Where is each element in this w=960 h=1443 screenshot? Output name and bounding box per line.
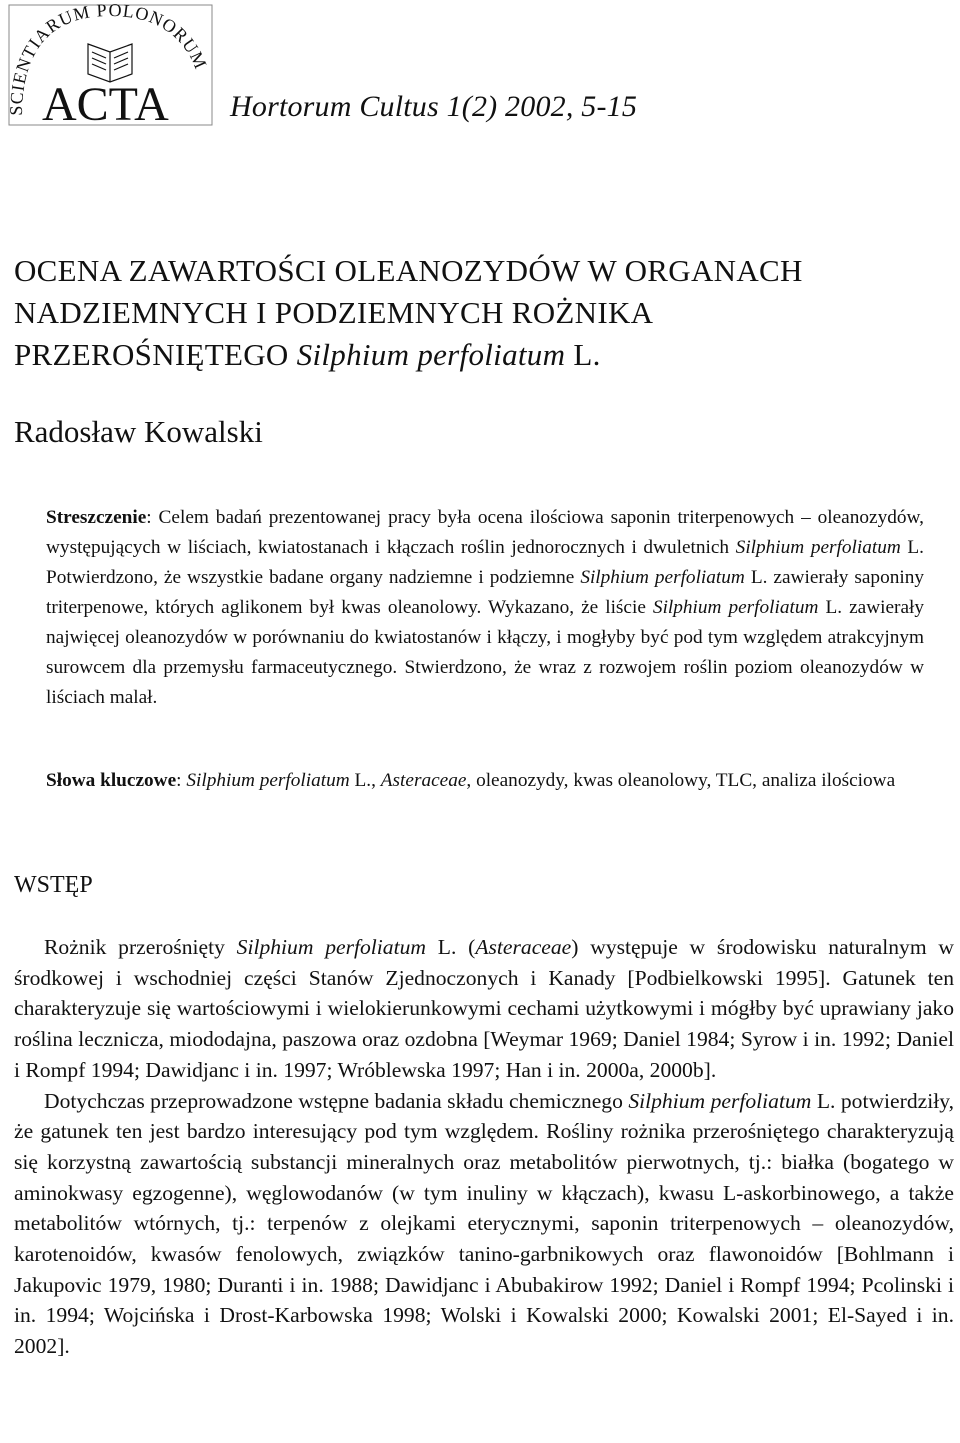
title-line-3-text: PRZEROŚNIĘTEGO — [14, 337, 297, 372]
p1-text-3: ) występuje w środowisku naturalnym w środkowej i wschodniej części Stanów Zjednoczonych i Kanady [Podbielkowski 1995]. Gatunek ten charakteryzuje się wartościowymi i wielokierunkowymi cechami użytkowymi i mógłby być uprawiany jako roślina lecznicza, miododajna, paszowa oraz ozdobna [Weymar 1969; Daniel 1984; Syrow i in. 1992; Daniel i Rompf 1994; Dawidjanc i in. 1997; Wróblewska 1997; Han i in. 2000a, 2000b]. — [14, 935, 954, 1082]
p2-text-1: Dotychczas przeprowadzone wstępne badania składu chemicznego — [44, 1088, 629, 1113]
keywords-text-1: L., — [349, 770, 381, 791]
abstract-species-1: Silphium perfoliatum — [735, 537, 901, 558]
abstract-text-4: L. zawierały najwięcej oleanozydów w porównaniu do kwiatostanów i kłączy, i mogłyby być pod tym względem atrakcyjnym surowcem dla przemysłu farmaceutycznego. Stwierdzono, że wraz z rozwojem roślin poziom oleanozydów w liściach malał. — [46, 597, 925, 708]
title-line-3 — [14, 334, 954, 376]
keywords — [46, 766, 924, 796]
author-name: Radosław Kowalski — [14, 414, 263, 449]
title-line-1: OCENA ZAWARTOŚCI OLEANOZYDÓW W ORGANACH — [14, 253, 803, 288]
journal-citation: Hortorum Cultus 1(2) 2002, 5-15 — [230, 90, 638, 123]
abstract-text-1: : Celem badań prezentowanej pracy była ocena ilościowa saponin triterpenowych – oleanozydów, występujących w liściach, kwiatostanach i kłączach roślin jednorocznych i dwuletnich — [46, 507, 924, 558]
logo-word: ACTA — [42, 78, 169, 126]
keywords-text-2: , oleanozydy, kwas oleanolowy, TLC, analiza ilościowa — [466, 770, 896, 791]
p1-family: Asteraceae — [475, 935, 572, 959]
paper-title — [14, 250, 954, 376]
section-heading: WSTĘP — [14, 872, 93, 898]
abstract — [46, 503, 924, 713]
keywords-colon: : — [176, 770, 187, 791]
journal-logo — [8, 4, 213, 126]
paragraph-1 — [14, 932, 954, 1086]
keywords-species: Silphium perfoliatum — [186, 770, 350, 791]
abstract-species-3: Silphium perfoliatum — [652, 597, 819, 618]
logo-arc-text: CIENTIARUM POLONORUM — [8, 4, 212, 106]
title-line-2: NADZIEMNYCH I PODZIEMNYCH ROŻNIKA — [14, 295, 654, 330]
p2-text-2: L. potwierdziły, że gatunek ten jest bardzo interesujący pod tym względem. Rośliny rożnika przerośniętego charakteryzują się korzystną zawartością substancji mineralnych oraz metabolitów pierwotnych, tj.: białka (bogatego w aminokwasy egzogenne), węglowodanów (w tym inuliny w kłączach), kwasu L-askorbinowego, a także metabolitów wtórnych, tj.: terpenów z olejkami eterycznymi, saponin triterpenowych – oleanozydów, karotenoidów, kwasów fenolowych, związków tanino-garbnikowych oraz flawonoidów [Bohlmann i Jakupovic 1979, 1980; Duranti i in. 1988; Dawidjanc i Abubakirow 1992; Daniel i Rompf 1994; Pcolinski i in. 1994; Wojcińska i Drost-Karbowska 1998; Wolski i Kowalski 2000; Kowalski 2001; El-Sayed i in. 2002]. — [14, 1088, 954, 1359]
p2-species: Silphium perfoliatum — [628, 1088, 812, 1113]
title-species: Silphium perfoliatum — [296, 337, 566, 372]
keywords-label: Słowa kluczowe — [46, 770, 177, 791]
abstract-text-2: L. Potwierdzono, że wszystkie badane organy nadziemne i podziemne — [46, 537, 925, 588]
p1-text-1: Rożnik przerośnięty — [44, 935, 237, 959]
p1-text-2: L. ( — [425, 935, 476, 959]
book-icon — [88, 44, 132, 82]
abstract-label: Streszczenie — [46, 507, 147, 528]
abstract-text-3: L. zawierały saponiny triterpenowe, których aglikonem był kwas oleanolowy. Wykazano, że liście — [46, 567, 924, 618]
abstract-species-2: Silphium perfoliatum — [580, 567, 745, 588]
p1-species: Silphium perfoliatum — [236, 935, 426, 959]
title-line-3-end: L. — [565, 337, 601, 372]
paragraph-2 — [14, 1086, 954, 1362]
keywords-family: Asteraceae — [380, 770, 467, 791]
body-text — [14, 932, 954, 1362]
